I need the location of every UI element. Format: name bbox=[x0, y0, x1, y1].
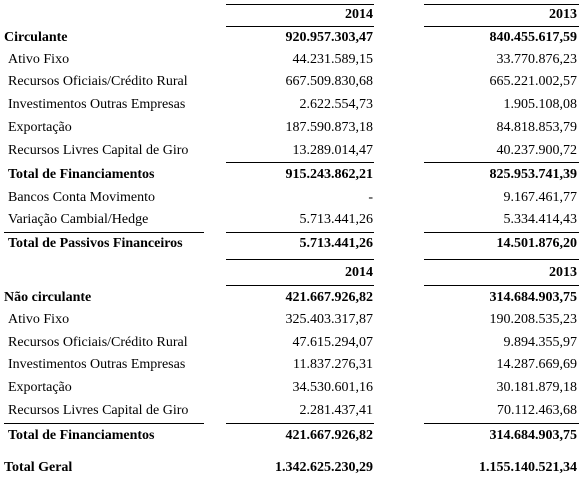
header2-rule-2014 bbox=[226, 259, 374, 260]
group-row-circulante bbox=[0, 27, 581, 49]
grand-total-2013: 1.155.140.521,34 bbox=[479, 460, 577, 475]
row-label: Exportação bbox=[8, 120, 72, 135]
table-row bbox=[0, 140, 581, 162]
row-value-2014: 5.713.441,26 bbox=[299, 212, 373, 227]
row-label: Recursos Oficiais/Crédito Rural bbox=[8, 335, 188, 350]
grand-total-row bbox=[0, 457, 581, 479]
row-value-2013: 30.181.879,18 bbox=[496, 380, 577, 395]
row-value-2014: 13.289.014,47 bbox=[292, 143, 373, 158]
header2-underline-2013 bbox=[424, 285, 579, 286]
row-label: Bancos Conta Movimento bbox=[8, 190, 155, 205]
group-value-2014: 421.667.926,82 bbox=[285, 290, 373, 305]
row-value-2013: 14.287.669,69 bbox=[496, 357, 577, 372]
row-value-2014: 11.837.276,31 bbox=[293, 357, 373, 372]
table-row bbox=[0, 49, 581, 71]
row-value-2013: 84.818.853,79 bbox=[496, 120, 577, 135]
header2-rule-2013 bbox=[424, 259, 579, 260]
table-row bbox=[0, 187, 581, 209]
row-value-2014: 667.509.830,68 bbox=[285, 74, 373, 89]
total-value-2014: 915.243.862,21 bbox=[285, 167, 373, 182]
grand-total-label: Total Geral bbox=[4, 460, 73, 475]
row-label: Ativo Fixo bbox=[8, 52, 70, 67]
row-value-2014: 2.622.554,73 bbox=[299, 97, 373, 112]
subtotal2-rule-2014 bbox=[226, 423, 374, 424]
row-value-2013: 40.237.900,72 bbox=[496, 143, 577, 158]
table-row bbox=[0, 94, 581, 116]
row-value-2014: - bbox=[368, 190, 373, 205]
row-value-2014: 2.281.437,41 bbox=[299, 403, 373, 418]
total-financiamentos-row-2 bbox=[0, 425, 581, 447]
total-passivos-label: Total de Passivos Financeiros bbox=[8, 236, 183, 251]
group-value-2013: 840.455.617,59 bbox=[489, 30, 577, 45]
table-row bbox=[0, 354, 581, 376]
row-value-2013: 33.770.876,23 bbox=[496, 52, 577, 67]
year-header-row-2 bbox=[0, 262, 581, 284]
year-2013: 2013 bbox=[549, 7, 577, 22]
total-label: Total de Financiamentos bbox=[8, 167, 155, 182]
row-value-2013: 70.112.463,68 bbox=[497, 403, 577, 418]
row-value-2014: 325.403.317,87 bbox=[285, 312, 373, 327]
year-2013: 2013 bbox=[549, 265, 577, 280]
row-label: Recursos Oficiais/Crédito Rural bbox=[8, 74, 188, 89]
total-passivos-2014: 5.713.441,26 bbox=[299, 236, 373, 251]
year-header-row bbox=[0, 4, 581, 26]
group-label: Não circulante bbox=[4, 290, 92, 305]
row-value-2014: 34.530.601,16 bbox=[292, 380, 373, 395]
total-label: Total de Financiamentos bbox=[8, 428, 155, 443]
table-row bbox=[0, 400, 581, 422]
row-label: Variação Cambial/Hedge bbox=[8, 212, 149, 227]
row-value-2013: 5.334.414,43 bbox=[503, 212, 577, 227]
row-label: Exportação bbox=[8, 380, 72, 395]
group-value-2013: 314.684.903,75 bbox=[489, 290, 577, 305]
table-row bbox=[0, 209, 581, 231]
subtotal-rule-2014 bbox=[226, 162, 374, 163]
row-value-2014: 47.615.294,07 bbox=[292, 335, 373, 350]
total-value-2013: 314.684.903,75 bbox=[489, 428, 577, 443]
row-value-2013: 190.208.535,23 bbox=[489, 312, 577, 327]
table-row bbox=[0, 377, 581, 399]
total-passivos-2013: 14.501.876,20 bbox=[496, 236, 577, 251]
table-row bbox=[0, 309, 581, 331]
row-value-2014: 44.231.589,15 bbox=[292, 52, 373, 67]
group-row-nao-circulante bbox=[0, 287, 581, 309]
row-label: Ativo Fixo bbox=[8, 312, 70, 327]
subtotal2-rule-2013 bbox=[424, 423, 579, 424]
year-2014: 2014 bbox=[345, 265, 373, 280]
total-passivos-row bbox=[0, 233, 581, 255]
subtotal2-rule-label bbox=[4, 423, 204, 424]
year-2014: 2014 bbox=[345, 7, 373, 22]
grand-total-2014: 1.342.625.230,29 bbox=[275, 460, 373, 475]
group-value-2014: 920.957.303,47 bbox=[285, 30, 373, 45]
row-value-2014: 187.590.873,18 bbox=[285, 120, 373, 135]
row-value-2013: 9.167.461,77 bbox=[503, 190, 577, 205]
total-value-2014: 421.667.926,82 bbox=[285, 428, 373, 443]
total-financiamentos-row bbox=[0, 164, 581, 186]
table-row bbox=[0, 332, 581, 354]
row-value-2013: 1.905.108,08 bbox=[503, 97, 577, 112]
group-label: Circulante bbox=[4, 30, 68, 45]
row-value-2013: 9.894.355,97 bbox=[503, 335, 577, 350]
row-label: Recursos Livres Capital de Giro bbox=[8, 403, 189, 418]
row-label: Investimentos Outras Empresas bbox=[8, 97, 186, 112]
table-row bbox=[0, 71, 581, 93]
header2-underline-2014 bbox=[226, 285, 374, 286]
table-row bbox=[0, 117, 581, 139]
row-label: Recursos Livres Capital de Giro bbox=[8, 143, 189, 158]
row-value-2013: 665.221.002,57 bbox=[489, 74, 577, 89]
row-label: Investimentos Outras Empresas bbox=[8, 357, 186, 372]
total-value-2013: 825.953.741,39 bbox=[489, 167, 577, 182]
subtotal-rule-2013 bbox=[424, 162, 579, 163]
